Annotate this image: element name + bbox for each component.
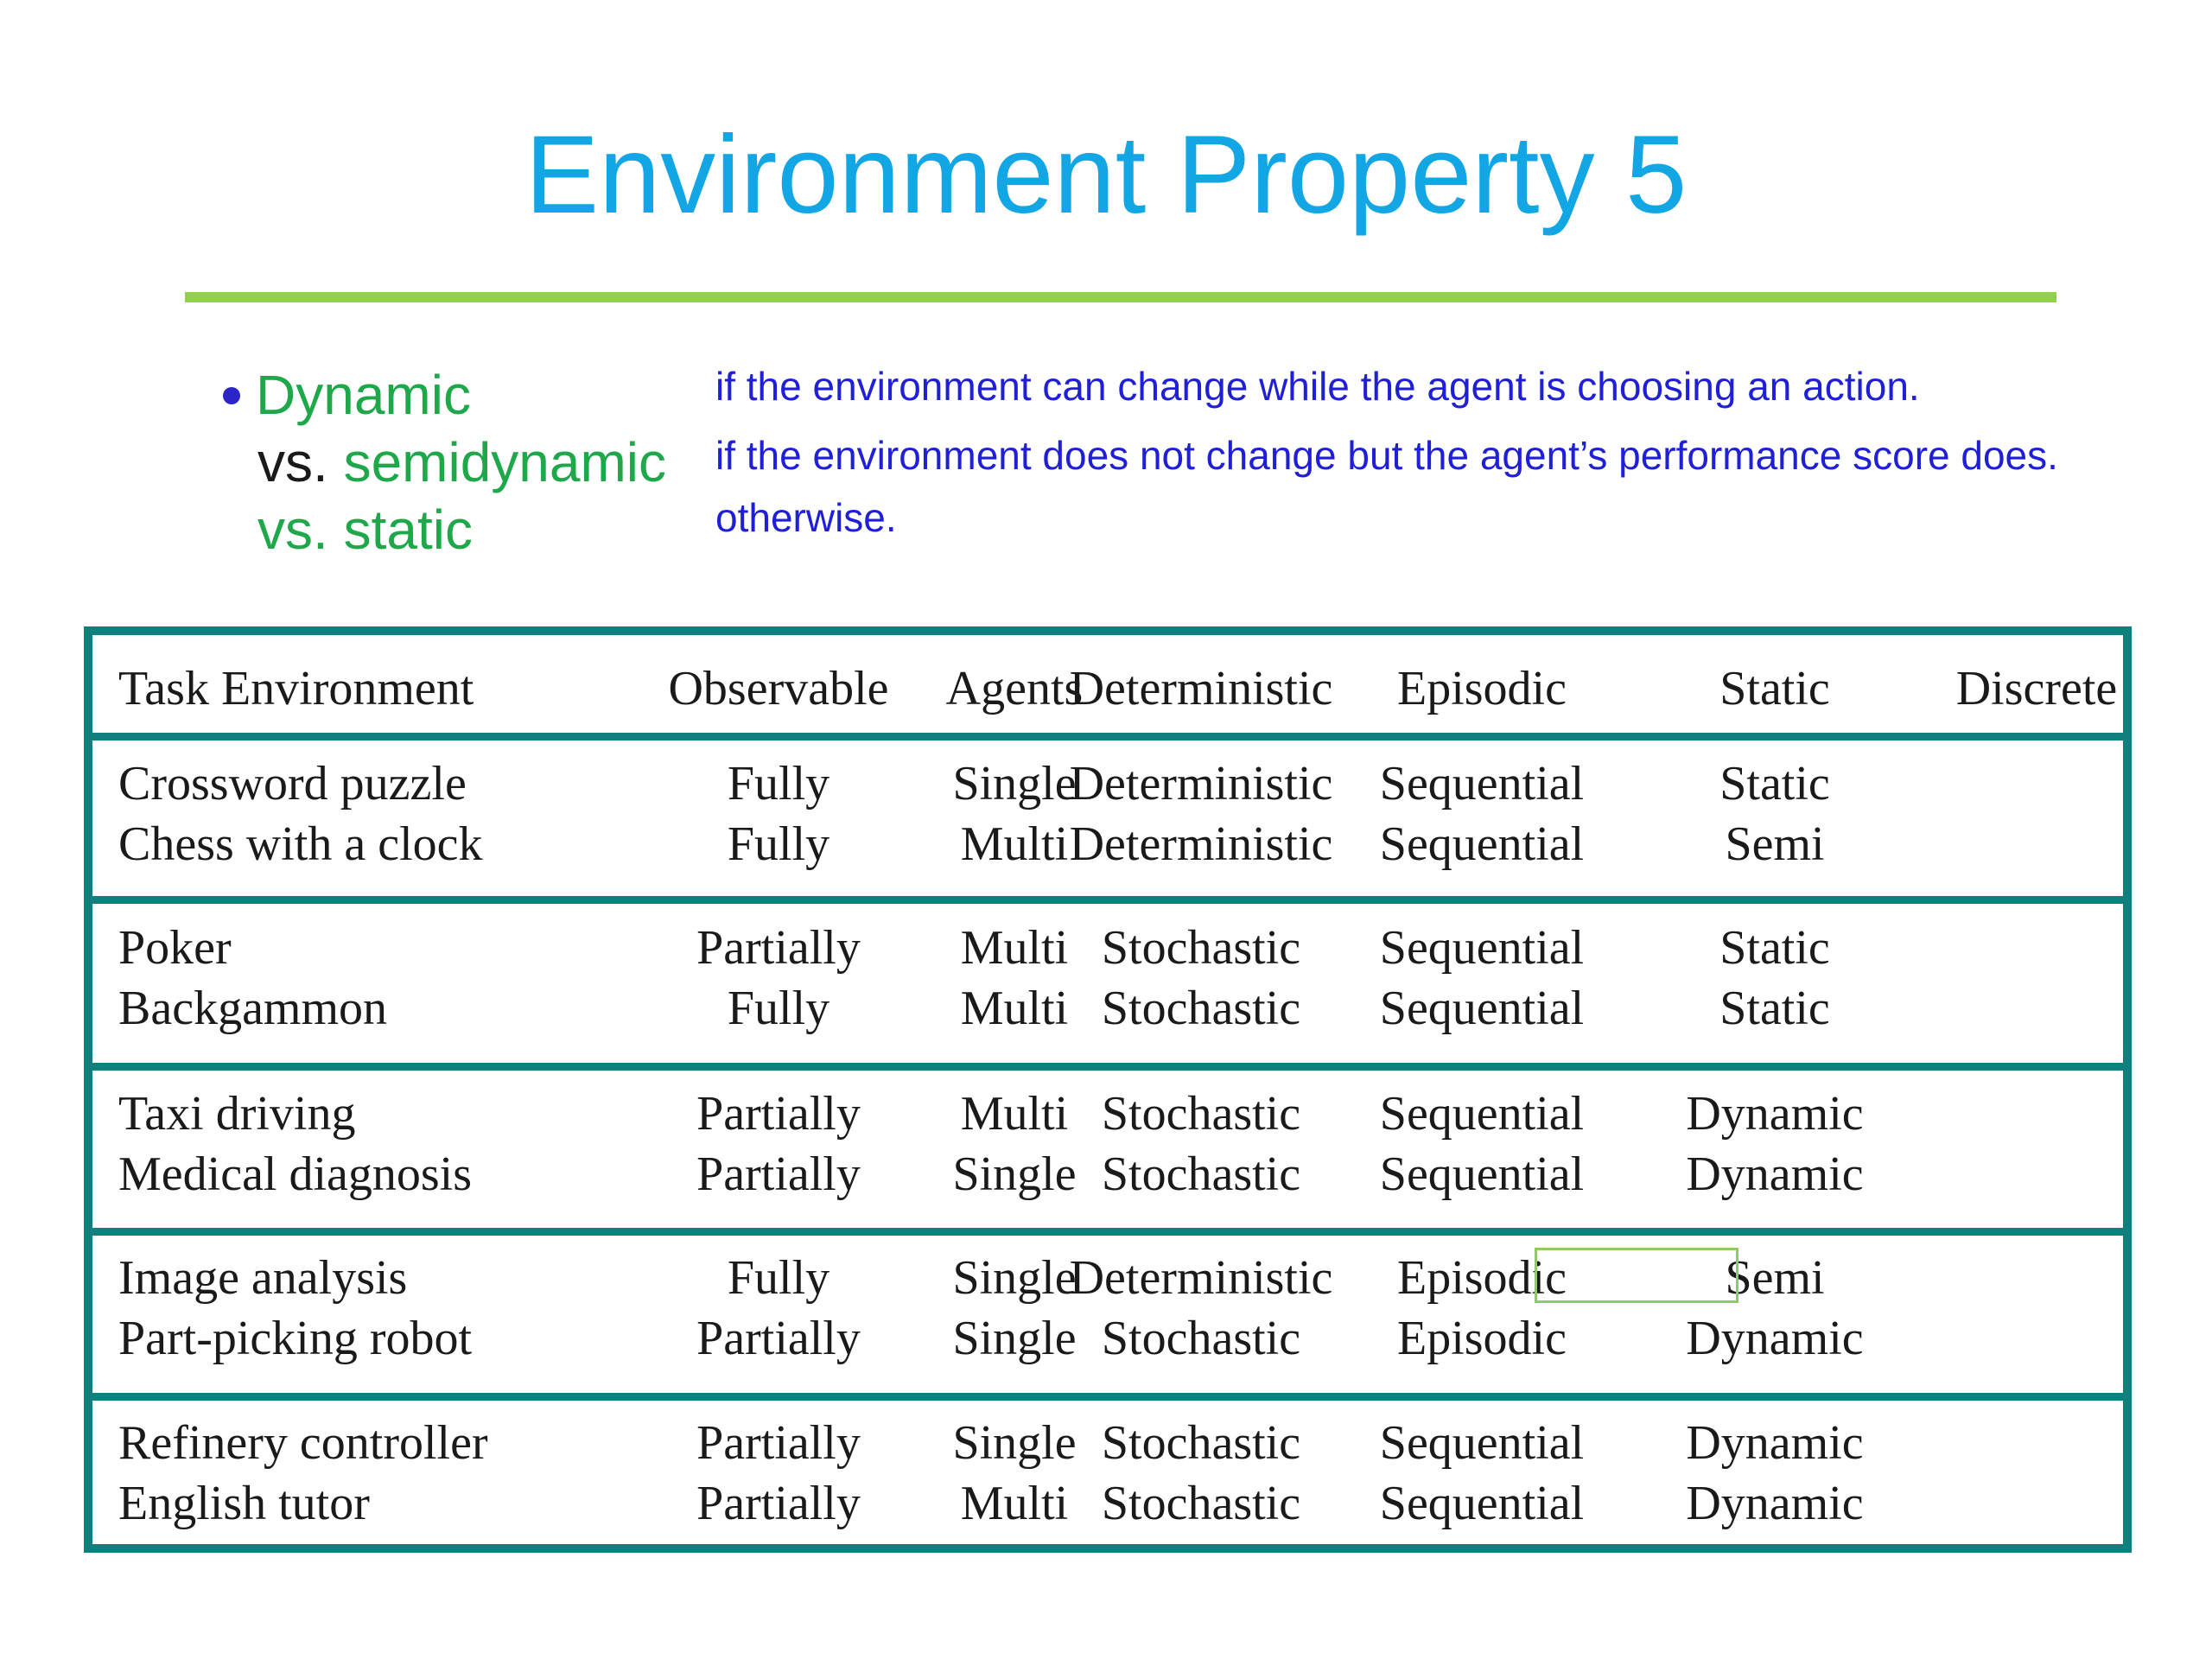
table-row-divider: [92, 1393, 2123, 1401]
table-cell: Stochastic: [1101, 1147, 1301, 1201]
table-cell: Single: [952, 1416, 1077, 1470]
table-header-cell: Static: [1719, 662, 1830, 715]
table-cell: Sequential: [1379, 817, 1585, 871]
table-cell: Sequential: [1379, 1087, 1585, 1141]
table-header-cell: Deterministic: [1069, 662, 1333, 715]
bullet-item: [223, 361, 666, 429]
table-header-cell: Discrete: [1955, 662, 2118, 715]
table-cell: Semi: [1725, 1251, 1825, 1305]
table-cell: English tutor: [118, 1477, 370, 1530]
definition-dynamic: if the environment can change while the agent is choosing an action.: [715, 364, 1920, 409]
table-cell: Sequential: [1379, 1477, 1585, 1530]
vs-label: vs.: [257, 499, 328, 561]
definition-semidynamic: if the environment does not change but the agent’s performance score does.: [715, 433, 2058, 478]
table-cell: Episodic: [1397, 1251, 1567, 1305]
table-cell: Poker: [118, 921, 232, 975]
table-cell: Deterministic: [1069, 1251, 1333, 1305]
table-cell: Multi: [960, 1087, 1069, 1141]
table-cell: Single: [952, 757, 1077, 810]
table-cell: Multi: [960, 982, 1069, 1035]
environment-table: [84, 626, 2132, 1553]
table-cell: Stochastic: [1101, 982, 1301, 1035]
table-cell: Deterministic: [1069, 757, 1333, 810]
term-semidynamic: semidynamic: [343, 431, 666, 493]
table-cell: Partially: [696, 1477, 861, 1530]
table-cell: Static: [1719, 757, 1830, 810]
table-cell: Dynamic: [1686, 1416, 1864, 1470]
table-cell: Sequential: [1379, 921, 1585, 975]
table-cell: Sequential: [1379, 757, 1585, 810]
table-cell: Stochastic: [1101, 921, 1301, 975]
table-cell: Fully: [727, 757, 830, 810]
table-cell: Dynamic: [1686, 1477, 1864, 1530]
table-cell: Sequential: [1379, 982, 1585, 1035]
table-header-cell: Observable: [668, 662, 889, 715]
table-row-divider: [92, 1228, 2123, 1236]
table-row-divider: [92, 733, 2123, 741]
table-cell: Sequential: [1379, 1147, 1585, 1201]
table-cell: Single: [952, 1312, 1077, 1365]
highlight-box: [1535, 1248, 1738, 1303]
bullet-subline: [223, 429, 666, 496]
table-cell: Partially: [696, 921, 861, 975]
table-cell: Fully: [727, 1251, 830, 1305]
table-cell: Episodic: [1397, 1312, 1567, 1365]
title-divider: [185, 292, 2056, 302]
table-cell: Taxi driving: [118, 1087, 356, 1141]
table-row-divider: [92, 1063, 2123, 1071]
term-static: static: [343, 499, 473, 561]
table-cell: Dynamic: [1686, 1312, 1864, 1365]
table-cell: Stochastic: [1101, 1477, 1301, 1530]
table-cell: Partially: [696, 1312, 861, 1365]
table-cell: Partially: [696, 1416, 861, 1470]
slide-title: Environment Property 5: [524, 113, 1688, 237]
table-cell: Crossword puzzle: [118, 757, 467, 810]
table-cell: Refinery controller: [118, 1416, 488, 1470]
table-header-cell: Agents: [945, 662, 1084, 715]
table-cell: Medical diagnosis: [118, 1147, 473, 1201]
table-cell: Sequential: [1379, 1416, 1585, 1470]
table-cell: Single: [952, 1251, 1077, 1305]
table-cell: Stochastic: [1101, 1312, 1301, 1365]
table-cell: Chess with a clock: [118, 817, 483, 871]
table-cell: Static: [1719, 982, 1830, 1035]
definition-static: otherwise.: [715, 495, 897, 540]
table-cell: Dynamic: [1686, 1087, 1864, 1141]
vs-label: vs.: [257, 431, 328, 493]
table-header-cell: Task Environment: [118, 662, 474, 715]
table-row-divider: [92, 896, 2123, 904]
table-cell: Single: [952, 1147, 1077, 1201]
term-dynamic: Dynamic: [256, 364, 471, 426]
table-header-cell: Episodic: [1397, 662, 1567, 715]
table-cell: Part-picking robot: [118, 1312, 473, 1365]
bullet-list: [223, 361, 666, 563]
table-cell: Partially: [696, 1147, 861, 1201]
bullet-dot-icon: [223, 387, 240, 404]
table-cell: Stochastic: [1101, 1087, 1301, 1141]
table-cell: Backgammon: [118, 982, 388, 1035]
table-cell: Multi: [960, 1477, 1069, 1530]
table-cell: Fully: [727, 982, 830, 1035]
table-cell: Multi: [960, 817, 1069, 871]
table-cell: Deterministic: [1069, 817, 1333, 871]
table-cell: Dynamic: [1686, 1147, 1864, 1201]
table-cell: Static: [1719, 921, 1830, 975]
table-cell: Stochastic: [1101, 1416, 1301, 1470]
table-cell: Semi: [1725, 817, 1825, 871]
table-cell: Multi: [960, 921, 1069, 975]
table-cell: Partially: [696, 1087, 861, 1141]
table-cell: Image analysis: [118, 1251, 408, 1305]
bullet-subline: [223, 496, 666, 563]
table-cell: Fully: [727, 817, 830, 871]
